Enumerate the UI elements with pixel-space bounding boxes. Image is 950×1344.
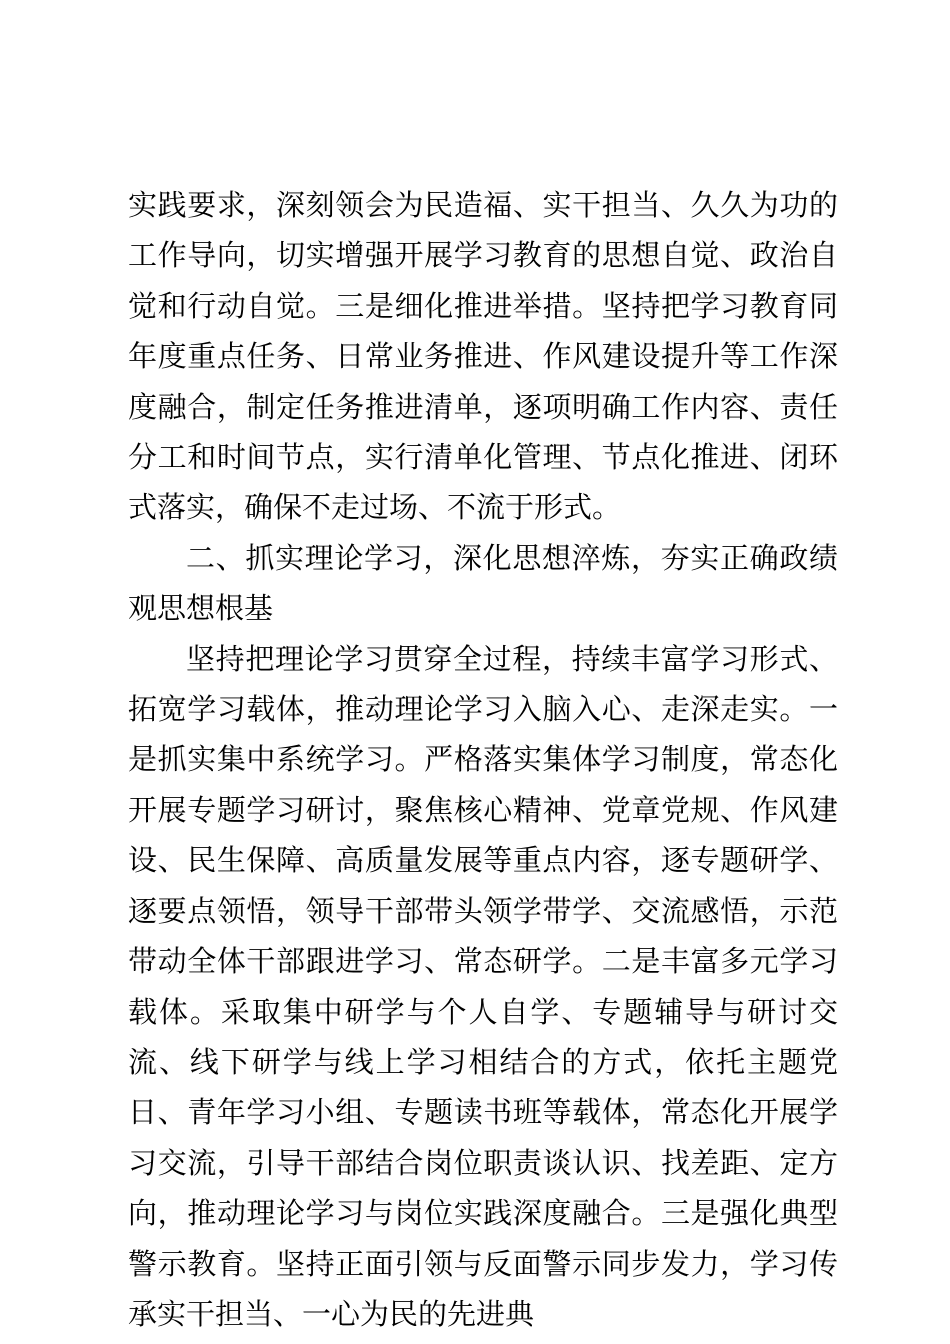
document-body — [128, 180, 838, 1339]
paragraph-continuation: 实践要求，深刻领会为民造福、实干担当、久久为功的工作导向，切实增强开展学习教育的思想自觉、政治自觉和行动自觉。三是细化推进举措。坚持把学习教育同年度重点任务、日常业务推进、作风建设提升等工作深度融合，制定任务推进清单，逐项明确工作内容、责任分工和时间节点，实行清单化管理、节点化推进、闭环式落实，确保不走过场、不流于形式。 — [128, 188, 838, 525]
section-heading: 二、抓实理论学习，深化思想淬炼，夯实正确政绩观思想根基 — [128, 540, 838, 626]
paragraph-body: 坚持把理论学习贯穿全过程，持续丰富学习形式、拓宽学习载体，推动理论学习入脑入心、走深走实。一是抓实集中系统学习。严格落实集体学习制度，常态化开展专题学习研讨，聚焦核心精神、党章党规、作风建设、民生保障、高质量发展等重点内容，逐专题研学、逐要点领悟，领导干部带头领学带学、交流感悟，示范带动全体干部跟进学习、常态研学。二是丰富多元学习载体。采取集中研学与个人自学、专题辅导与研讨交流、线下研学与线上学习相结合的方式，依托主题党日、青年学习小组、专题读书班等载体，常态化开展学习交流，引导干部结合岗位职责谈认识、找差距、定方向，推动理论学习与岗位实践深度融合。三是强化典型警示教育。坚持正面引领与反面警示同步发力，学习传承实干担当、一心为民的先进典 — [128, 641, 838, 1331]
